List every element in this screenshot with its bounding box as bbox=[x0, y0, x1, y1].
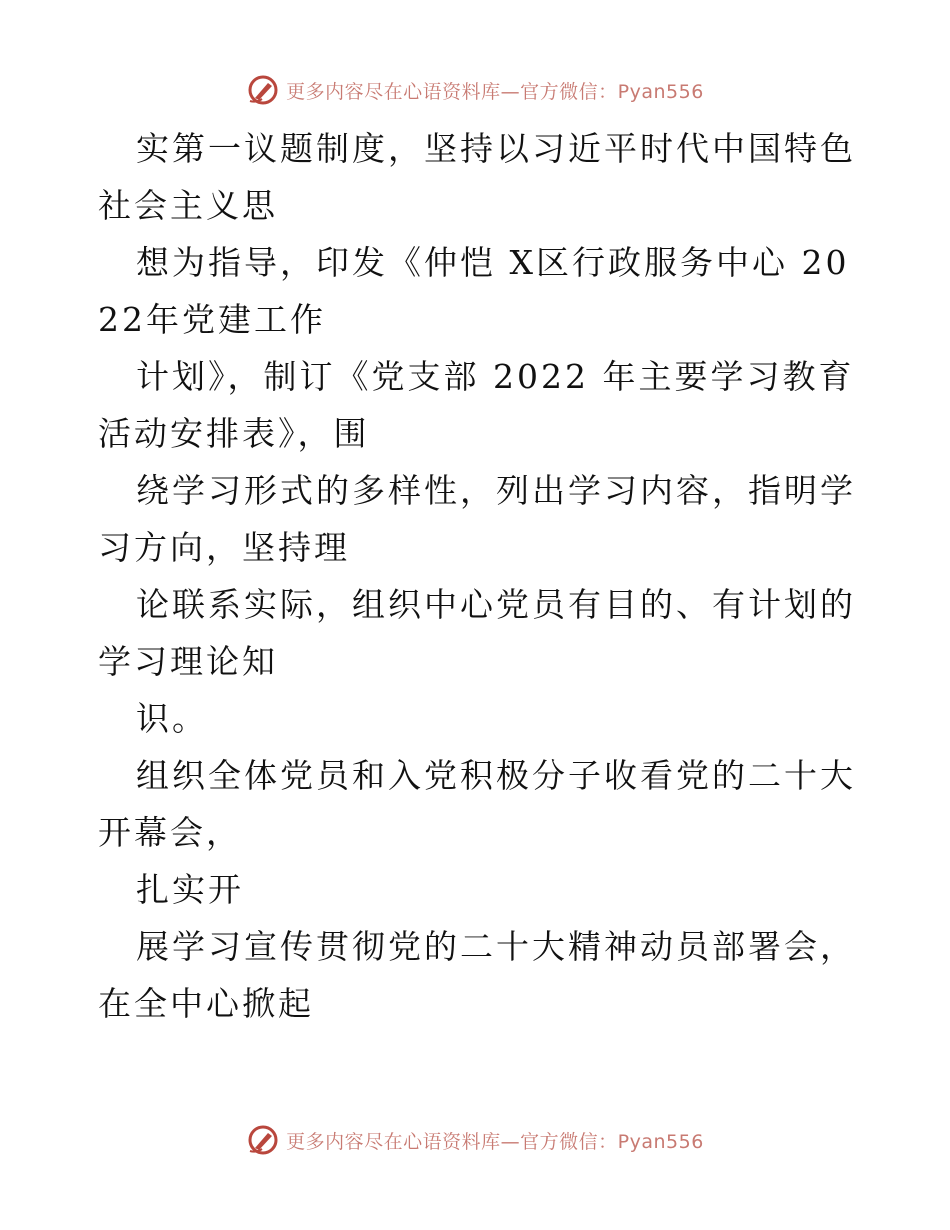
paragraph: 计划》，制订《党支部 2022 年主要学习教育活动安排表》，围 bbox=[98, 357, 855, 453]
paragraph: 展学习宣传贯彻党的二十大精神动员部署会，在全中心掀起 bbox=[98, 927, 856, 1023]
paragraph: 识。 bbox=[136, 699, 208, 738]
document-body bbox=[98, 120, 858, 1032]
paragraph: 实第一议题制度，坚持以习近平时代中国特色社会主义思 bbox=[98, 129, 856, 225]
header-banner bbox=[0, 70, 950, 110]
pen-circle-logo-icon bbox=[246, 1123, 280, 1157]
footer-banner bbox=[0, 1120, 950, 1160]
paragraph: 扎实开 bbox=[136, 870, 244, 909]
paragraph: 论联系实际，组织中心党员有目的、有计划的学习理论知 bbox=[98, 585, 856, 681]
paragraph: 想为指导，印发《仲恺 X区行政服务中心 2022年党建工作 bbox=[98, 243, 850, 339]
paragraph: 组织全体党员和入党积极分子收看党的二十大开幕会， bbox=[98, 756, 856, 852]
paragraph: 绕学习形式的多样性，列出学习内容，指明学习方向，坚持理 bbox=[98, 471, 856, 567]
pen-circle-logo-icon bbox=[246, 73, 280, 107]
header-banner-text: 更多内容尽在心语资料库—官方微信：Pyan556 bbox=[286, 80, 704, 103]
footer-banner-text: 更多内容尽在心语资料库—官方微信：Pyan556 bbox=[286, 1130, 704, 1153]
